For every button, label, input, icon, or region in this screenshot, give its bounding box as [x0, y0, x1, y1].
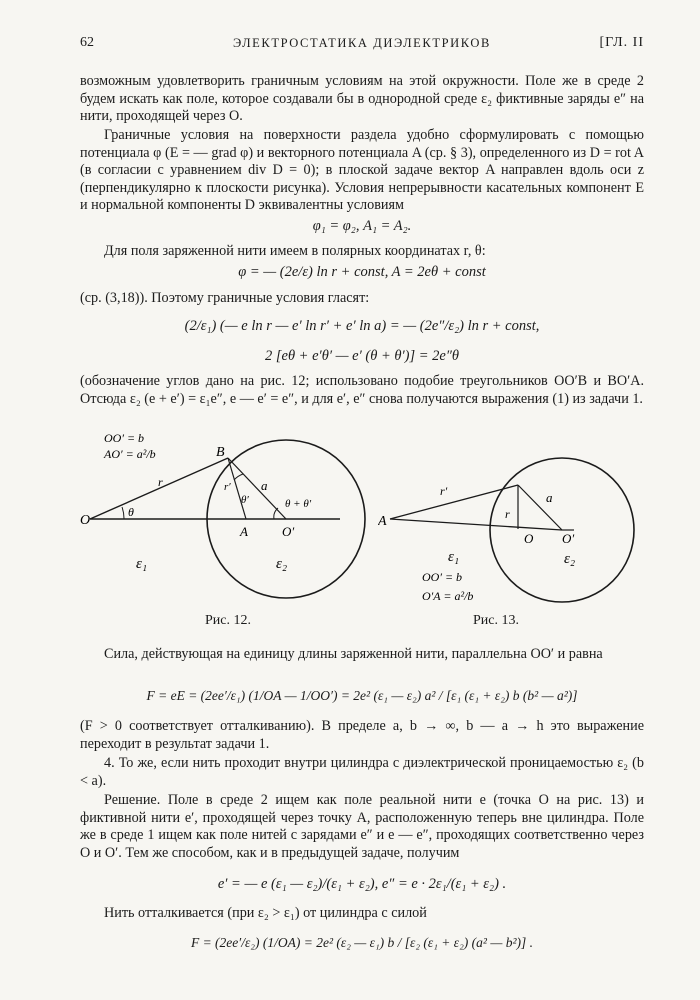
page-number: 62: [80, 35, 94, 50]
paragraph-2: Граничные условия на поверхности раздела удобно сформулировать с помощью потенциала φ (E = — grad φ) и векторного потенциала A (ср. § 3), определенного из D = rot A (в согласии с уравнением div D = 0); в плоской задаче вектор A направлен вдоль оси z (перпендикулярно к плоскости рисунка). Условия непрерывности касательных компонент E и нормальной компоненты D эквивалентны условиям: [80, 127, 644, 214]
fig12-note-b: OO′ = b: [104, 431, 145, 445]
fig13-note-b: OO′ = b: [422, 570, 463, 584]
paragraph-7: (F > 0 соответствует отталкиванию). В пределе a, b → ∞, b — a → h это выражение переходит в результат задачи 1.: [80, 718, 644, 752]
fig12-label-eps1: ε₁: [136, 556, 148, 572]
fig13-label-O1: O′: [562, 531, 575, 546]
fig13-label-eps1: ε₁: [448, 549, 460, 565]
fig12-label-a: a: [261, 478, 268, 493]
equation-thread-field: φ = — (2e/ε) ln r + const, A = 2eθ + const: [238, 264, 486, 280]
fig13-label-O: O: [524, 531, 534, 546]
fig12-label-r1: r′: [224, 481, 231, 493]
fig13-label-r: r: [505, 507, 510, 521]
paragraph-5: (обозначение углов дано на рис. 12; использовано подобие треугольников OO′B и BO′A. Отсюда ε₂ (e + e′) = ε₁e″, e — e′ = e″, и для e′, e″ снова получаются выражения (1) из задачи 1.: [80, 373, 644, 407]
chapter-label: [ГЛ. II: [599, 35, 644, 50]
fig12-label-eps2: ε₂: [276, 556, 288, 572]
fig12-angle-theta-arc: [122, 507, 124, 519]
fig13-label-a: a: [546, 490, 553, 505]
fig12-label-A: A: [240, 524, 248, 539]
equation-charges: e′ = — e (ε₁ — ε₂)/(ε₁ + ε₂), e″ = e · 2ε₁/(ε₁ + ε₂) .: [217, 876, 507, 892]
fig12-label-B: B: [216, 445, 225, 460]
fig13-line-AO: [390, 519, 562, 530]
fig12-label-O: O: [80, 513, 91, 528]
fig13-caption: Рис. 13.: [473, 613, 519, 628]
paragraph-4: (ср. (3,18)). Поэтому граничные условия гласят:: [80, 290, 370, 306]
fig13-label-r1: r′: [440, 484, 448, 498]
running-header: [80, 35, 644, 55]
paragraph-8: 4. То же, если нить проходит внутри цилиндра с диэлектрической проницаемостью ε₂ (b < a).: [80, 755, 644, 789]
fig12-label-r: r: [158, 475, 163, 489]
fig12-caption: Рис. 12.: [205, 613, 251, 628]
equation-continuity: φ₁ = φ₂, A₁ = A₂.: [312, 218, 412, 234]
fig12-label-sum: θ + θ′: [285, 498, 312, 510]
paragraph-10: Нить отталкивается (при ε₂ > ε₁) от цилиндра с силой: [104, 905, 427, 921]
fig12-note-a2b: AO′ = a²/b: [104, 447, 156, 461]
fig12-label-O1: O′: [282, 524, 295, 539]
fig13-label-A: A: [378, 514, 387, 529]
running-title: ЭЛЕКТРОСТАТИКА ДИЭЛЕКТРИКОВ: [233, 36, 491, 50]
fig12-angle-theta1-arc: [234, 474, 243, 480]
fig13-line-a: [518, 485, 562, 530]
paragraph-3: Для поля заряженной нити имеем в полярных координатах r, θ:: [104, 243, 486, 259]
figure-12: [78, 428, 378, 613]
paragraph-6: Сила, действующая на единицу длины заряженной нити, параллельна OO′ и равна: [104, 646, 603, 662]
equation-boundary-2: 2 [eθ + e′θ′ — e′ (θ + θ′)] = 2e″θ: [264, 348, 460, 364]
fig12-label-theta: θ: [128, 505, 134, 519]
figure-13: [378, 455, 648, 615]
fig13-label-eps2: ε₂: [564, 551, 576, 567]
paragraph-9: Решение. Поле в среде 2 ищем как поле реальной нити e (точка O на рис. 13) и фиктивной нити e′, проходящей через точку A, расположенную теперь вне цилиндра. Поле же в среде 1 ищем как поле нитей с зарядами e″ и e — e″, проходящих соответственно через O и O′. Тем же способом, как и в предыдущей задаче, получим: [80, 792, 644, 861]
fig13-note-a2b: O′A = a²/b: [422, 589, 474, 603]
equation-force-1: F = eE = (2ee′/ε₁) (1/OA — 1/OO′) = 2e² (ε₁ — ε₂) a² / [ε₁ (ε₁ + ε₂) b (b² — a²)]: [146, 688, 578, 703]
paragraph-1: возможным удовлетворить граничным условиям на этой окружности. Поле же в среде 2 будем искать как поле, которое создавали бы в однородной среде ε₂ фиктивные заряды e″ на нити, проходящей через O.: [80, 73, 644, 125]
equation-force-2: F = (2ee′/ε₂) (1/OA) = 2e² (ε₂ — ε₁) b / [ε₂ (ε₁ + ε₂) (a² — b²)] .: [190, 935, 534, 950]
fig13-line-AB: [390, 485, 518, 519]
equation-boundary-1: (2/ε₁) (— e ln r — e′ ln r′ + e′ ln a) = — (2e″/ε₂) ln r + const,: [184, 318, 540, 334]
fig12-label-theta1: θ′: [241, 494, 249, 506]
